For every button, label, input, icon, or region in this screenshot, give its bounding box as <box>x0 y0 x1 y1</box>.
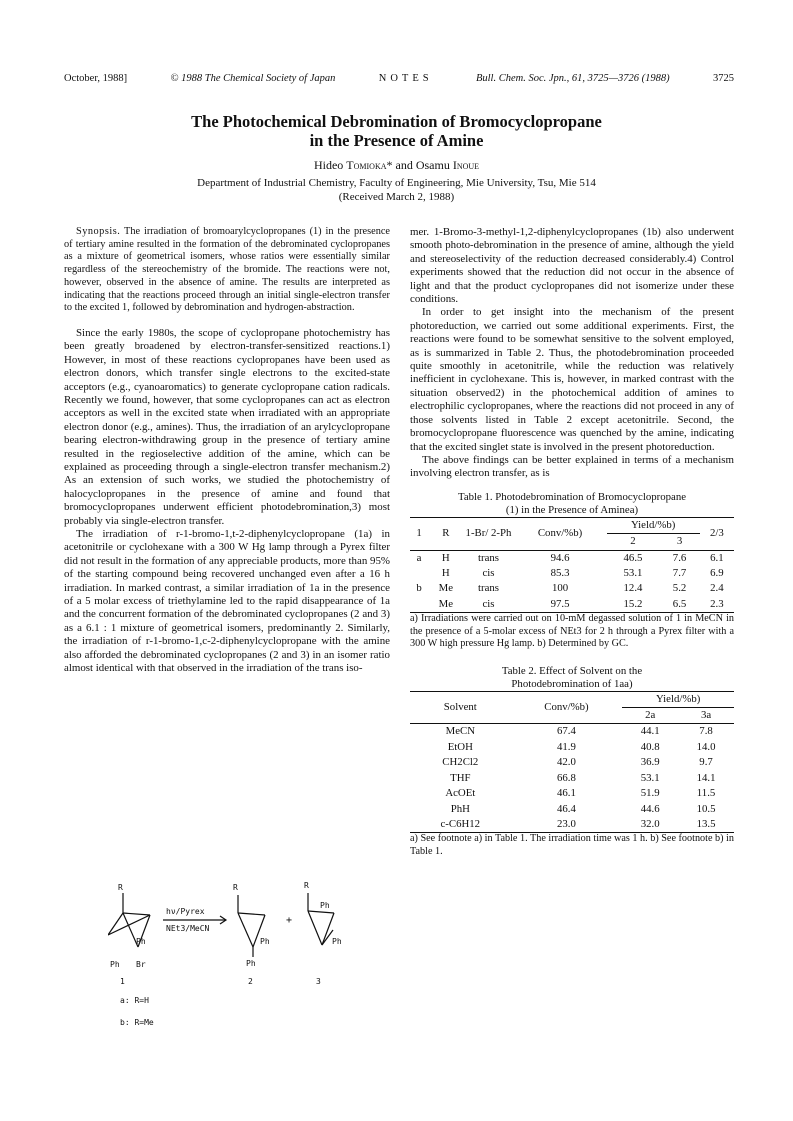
table-row <box>410 755 734 770</box>
table-cell: 94.6 <box>550 551 570 564</box>
title-line-2: in the Presence of Amine <box>309 131 484 150</box>
table-cell: 14.1 <box>696 771 716 784</box>
table1-grid <box>410 517 734 613</box>
author1-first: Hideo <box>313 158 347 172</box>
table-cell: 7.7 <box>672 566 687 579</box>
right-column <box>410 226 734 858</box>
received-date: (Received March 2, 1988) <box>338 191 455 203</box>
table-cell: cis <box>482 597 495 610</box>
table-cell: 53.1 <box>623 566 643 579</box>
table-cell: 97.5 <box>550 597 570 610</box>
table-cell <box>410 566 428 581</box>
table-cell: H <box>441 551 450 564</box>
table-cell: EtOH <box>447 740 473 753</box>
scheme-r-3: R <box>304 881 309 890</box>
table-row <box>410 740 734 755</box>
table1-header: Conv/%b) <box>537 526 583 539</box>
scheme-compound-3: 3 <box>316 977 321 986</box>
paragraph-findings: The above findings can be better explained in terms of a mechanism involving electron transfer, as is <box>410 453 734 480</box>
table-cell: H <box>441 566 450 579</box>
table1-header: 1 <box>416 526 422 539</box>
author2-first: Osamu <box>415 158 453 172</box>
table-cell <box>410 597 428 613</box>
table-cell: 46.4 <box>557 802 576 815</box>
table-cell: 32.0 <box>640 817 660 830</box>
scheme-ph-1b: Ph <box>110 960 120 969</box>
table-cell: CH2Cl2 <box>442 756 479 769</box>
scheme-arrow-top: hν/Pyrex <box>166 907 205 916</box>
table-1 <box>410 491 734 651</box>
table-cell: 67.4 <box>557 725 576 738</box>
table-cell: trans <box>478 551 499 564</box>
synopsis-label: Synopsis. <box>76 226 121 237</box>
table-cell: 14.0 <box>696 740 716 753</box>
reaction-scheme <box>108 881 368 1035</box>
table-cell: 12.4 <box>623 582 643 595</box>
table1-footnote: a) Irradiations were carried out on 10-mM degassed solution of 1 in MeCN in the presence of a 5-molar excess of NEt3 for 2 h through a Pyrex filter with a 300 W high pressure Hg lamp. b) Determined by GC. <box>410 613 734 650</box>
table-row <box>410 724 734 740</box>
paper-title <box>0 112 793 150</box>
synopsis-text: The irradiation of bromoarylcyclopropanes (1) in the presence of tertiary amine resulted in the formation of the debrominated cyclopropanes as a mixture of geometrical isomers, whose ratios were essentially similar regardless of the stereochemistry of the bromide. The reactions were not, however, observed in the absence of amine. The results are interpreted as indicating that the reactions proceed through an initial single-electron transfer to the excited 1, followed by debromination and hydrogen-abstraction. <box>64 226 390 314</box>
scheme-compound-2: 2 <box>248 977 253 986</box>
left-column <box>64 226 390 675</box>
scheme-key-a: a: R=H <box>120 996 149 1005</box>
table2-header: Solvent <box>443 700 477 713</box>
table-row <box>410 550 734 566</box>
scheme-key-b: b: R=Me <box>120 1018 154 1027</box>
table-cell: 15.2 <box>623 597 643 610</box>
table2-header: 3a <box>700 709 712 722</box>
table-cell: 2.3 <box>710 597 724 610</box>
table-2 <box>410 665 734 859</box>
table2-footnote: a) See footnote a) in Table 1. The irradiation time was 1 h. b) See footnote b) in Table 1. <box>410 833 734 857</box>
paragraph-mechanism: In order to get insight into the mechanism of the present photoreduction, we carried out some additional experiments. First, the reactions were found to be somewhat sensitive to the solvent employed, as is summarized in Table 2. Thus, the photodebromination proceeded quite smoothly in acetonitrile, while the reduction was relatively inefficient in cyclohexane. This is, however, in marked contrast with the situation observed2) in the photochemical addition of amines to electrophilic cyclopropanes, where the reactions did not proceed in any of those solvents listed in Table 2 except acetonitrile. Second, the bromocyclopropane fluorescence was quenched by the amine, indicating that the excited singlet state is involved in the present photoreduction. <box>410 306 734 453</box>
table2-header: Conv/%b) <box>544 700 589 713</box>
table-cell: a <box>416 551 422 564</box>
table-cell: Me <box>438 582 453 595</box>
table-cell: 44.6 <box>640 802 660 815</box>
header-citation: Bull. Chem. Soc. Jpn., 61, 3725—3726 (1988) <box>475 73 670 84</box>
table-cell: 42.0 <box>557 756 576 769</box>
author2-last: Inoue <box>452 158 480 172</box>
running-header <box>64 73 734 84</box>
author1-last: Tomioka <box>346 158 387 172</box>
table-cell: 40.8 <box>640 740 660 753</box>
table-cell: c-C6H12 <box>440 817 481 830</box>
table-cell: 100 <box>551 582 569 595</box>
header-section: NOTES <box>378 73 433 84</box>
table-cell: 7.8 <box>699 725 713 738</box>
header-page-number: 3725 <box>712 73 734 84</box>
table-row <box>410 566 734 581</box>
table-cell: 6.5 <box>672 597 687 610</box>
table-row <box>410 581 734 596</box>
table-row <box>410 802 734 817</box>
paragraph-irradiation: The irradiation of r-1-bromo-1,t-2-diphenylcyclopropane (1a) in acetonitrile or cyclohexane with a 300 W Hg lamp through a Pyrex filter did not result in the formation of any appreciable products, more than 95% of the starting compound being recovered unchanged even after a 16 h irradiation. In marked contrast, a similar irradiation of 1a in the presence of a 5 molar excess of triethylamine led to the rapid disappearance of 1a and the concurrent formation of the debrominated cyclopropanes (2 and 3) as a 6.1 : 1 mixture of geometrical isomers, predominantly 2. Similarly, the irradiation of r-1-bromo-1,c-2-diphenylcyclopropane with the amine also afforded the debrominated cyclopropanes (2 and 3) in an isomer ratio almost identical with that observed in the irradiation of the trans iso- <box>64 528 390 675</box>
table-cell: 6.1 <box>710 551 724 564</box>
table1-header: 3 <box>676 535 683 548</box>
table-cell: 5.2 <box>672 582 687 595</box>
table-cell: 85.3 <box>550 566 570 579</box>
table-row <box>410 771 734 786</box>
table-cell: b <box>416 582 422 595</box>
table2-header: Yield/%b) <box>622 691 734 707</box>
affiliation: Department of Industrial Chemistry, Faculty of Engineering, Mie University, Tsu, Mie 514 <box>197 177 596 189</box>
table-cell: 41.9 <box>557 740 576 753</box>
table-cell: AcOEt <box>445 787 476 800</box>
scheme-r-2: R <box>233 883 238 892</box>
scheme-ph-3b: Ph <box>332 937 342 946</box>
authors <box>0 158 793 173</box>
paragraph-intro: Since the early 1980s, the scope of cyclopropane photochemistry has been greatly broadened by electron-transfer-sensitized reactions.1) However, in most of these reactions cyclopropanes have been used as electron donors, which transfer single electrons to the excited-state acceptors (e.g., cyanoaromatics) to generate cyclopropane cation radicals. Recently we found, however, that some cyclopropanes can act as electron acceptors as well in the excited state when irradiated with an appropriate electron donor (e.g., amines). Thus, the irradiation of an arylcyclopropane bearing electron-withdrawing group in the presence of tertiary amine resulted in the regioselective addition of the amine, which can be explained as proceeding through a single-electron transfer mechanism.2) As an extension of such works, we studied the photochemistry of halocyclopropanes in the presence of amine and found that bromocyclopropanes underwent efficient photodebromination,3) most probably via single-electron transfer. <box>64 326 390 527</box>
scheme-compound-1: 1 <box>120 977 125 986</box>
header-date: October, 1988] <box>64 73 128 84</box>
corresponding-mark: * <box>386 158 393 172</box>
table-cell: PhH <box>450 802 470 815</box>
table1-header: 1-Br/ 2-Ph <box>465 526 512 539</box>
table-cell: 6.9 <box>710 566 724 579</box>
scheme-plus: + <box>286 915 293 926</box>
table1-header: 2/3 <box>709 526 724 539</box>
table-cell: 10.5 <box>696 802 716 815</box>
table-cell: trans <box>478 582 499 595</box>
scheme-ph-3a: Ph <box>320 901 330 910</box>
table-cell: 11.5 <box>696 787 716 800</box>
table1-caption <box>410 491 734 517</box>
table-cell: Me <box>438 597 453 610</box>
scheme-ph-1a: Ph <box>136 937 146 946</box>
table2-grid <box>410 691 734 834</box>
table1-header: R <box>442 526 450 539</box>
table-row <box>410 817 734 833</box>
table-cell: 51.9 <box>640 787 660 800</box>
table2-caption-line2: Photodebromination of 1aa) <box>511 677 633 690</box>
table1-caption-line1: Table 1. Photodebromination of Bromocyclopropane <box>457 490 687 503</box>
table-cell: 46.5 <box>623 551 643 564</box>
table-cell: cis <box>482 566 495 579</box>
table-cell: 46.1 <box>557 787 576 800</box>
table-cell: 2.4 <box>710 582 724 595</box>
affiliation-block <box>0 176 793 204</box>
scheme-ph-2a: Ph <box>260 937 270 946</box>
table-cell: 13.5 <box>696 817 716 830</box>
table-cell: 66.8 <box>557 771 576 784</box>
table-cell: 23.0 <box>557 817 576 830</box>
table-cell: 44.1 <box>640 725 660 738</box>
authors-and: and <box>392 158 416 172</box>
table-cell: 36.9 <box>640 756 660 769</box>
table-cell: 7.6 <box>672 551 687 564</box>
table-row <box>410 597 734 613</box>
table-cell: 9.7 <box>699 756 713 769</box>
table2-caption-line1: Table 2. Effect of Solvent on the <box>501 664 643 677</box>
scheme-r-1: R <box>118 883 123 892</box>
table2-header: 2a <box>645 709 656 722</box>
table-cell: 53.1 <box>640 771 660 784</box>
synopsis <box>64 226 390 315</box>
table-cell: MeCN <box>445 725 475 738</box>
table1-caption-line2: (1) in the Presence of Aminea) <box>505 503 639 516</box>
scheme-arrow-bottom: NEt3/MeCN <box>166 924 210 933</box>
scheme-ph-2b: Ph <box>246 959 256 968</box>
table2-caption <box>410 665 734 691</box>
table-cell: THF <box>450 771 471 784</box>
title-line-1: The Photochemical Debromination of Bromocyclopropane <box>191 112 602 131</box>
header-copyright: © 1988 The Chemical Society of Japan <box>170 73 336 84</box>
table1-header: Yield/%b) <box>607 517 700 533</box>
scheme-br: Br <box>136 960 146 969</box>
table-row <box>410 786 734 801</box>
table1-header: 2 <box>630 535 636 548</box>
paragraph-isomer: mer. 1-Bromo-3-methyl-1,2-diphenylcyclopropanes (1b) also underwent smooth photo-debromination in the presence of amine, although the yield and stereoselectivity of the reduction decreased considerably.4) Control experiments showed that the reduction did not occur in the absence of light and that the product cyclopropanes did not isomerize under these conditions. <box>410 226 734 306</box>
